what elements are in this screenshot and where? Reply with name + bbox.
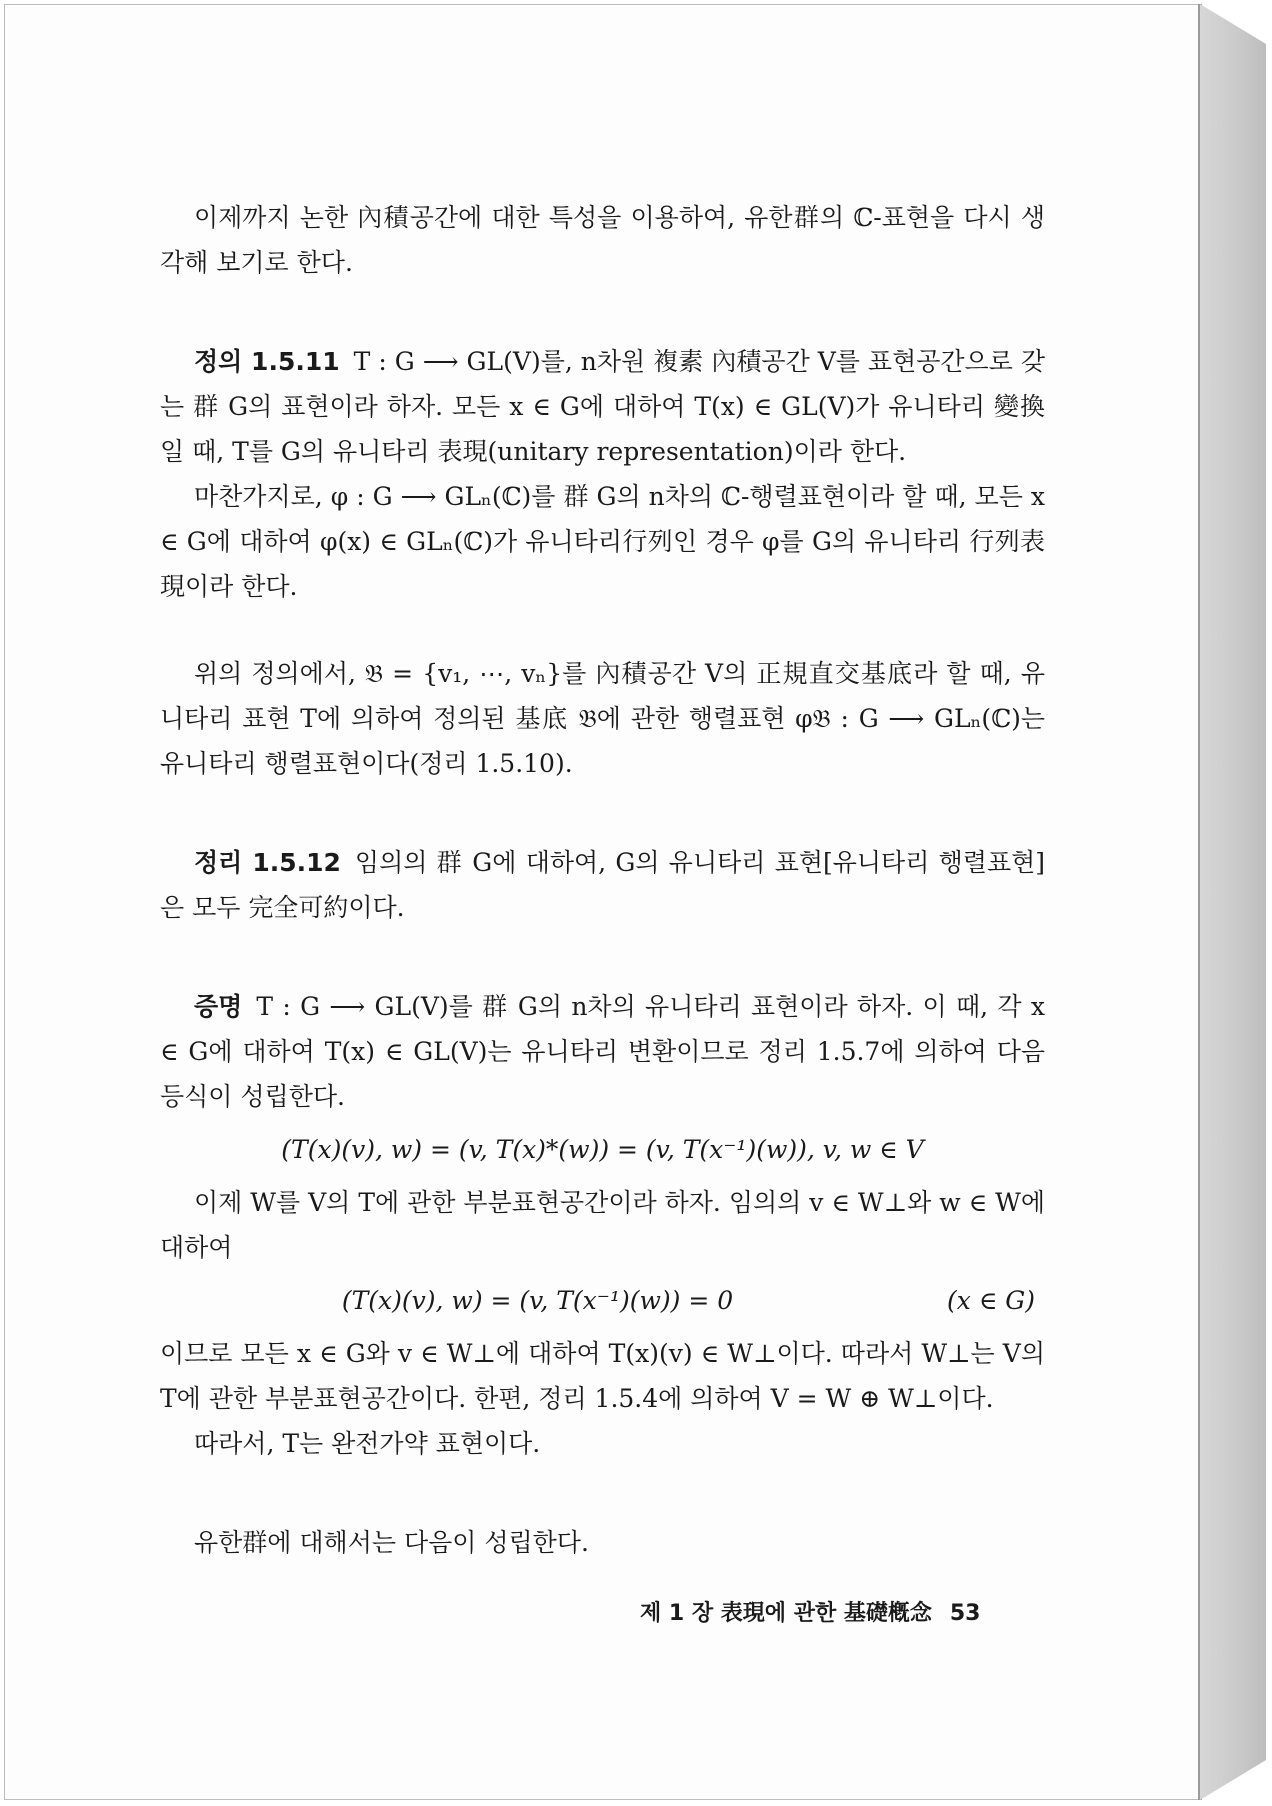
proof-subspace-paragraph: 이제 W를 V의 T에 관한 부분표현공간이라 하자. 임의의 v ∈ W⊥와 w ∈ W에 대하여 [160,1188,1045,1262]
proof-text: T : G ⟶ GL(V)를 群 G의 n차의 유니타리 표현이라 하자. 이 때, 각 x ∈ G에 대하여 T(x) ∈ GL(V)는 유니타리 변환이므로 정리 1.5.7에 의하여 다음 등식이 성립한다. [160,992,1045,1111]
proof-conclusion-paragraph: 이므로 모든 x ∈ G와 v ∈ W⊥에 대하여 T(x)(v) ∈ W⊥이다. 따라서 W⊥는 V의 T에 관한 부분표현공간이다. 한편, 정리 1.5.4에 의하여 V = W ⊕ W⊥이다. [160,1339,1045,1413]
proof-label: 증명 [194,992,243,1021]
equation-condition: (x ∈ G) [947,1286,1035,1315]
equation-orthogonal-invariance [160,1278,1045,1323]
definition-matrix-paragraph: 마찬가지로, φ : G ⟶ GLₙ(ℂ)를 群 G의 n차의 ℂ-행렬표현이라 할 때, 모든 x ∈ G에 대하여 φ(x) ∈ GLₙ(ℂ)가 유니타리行列인 경우 φ를 G의 유니타리 行列表現이라 한다. [160,482,1045,601]
proof-final-line: 따라서, T는 완전가약 표현이다. [194,1429,541,1458]
book-spine [1200,4,1266,1800]
chapter-title: 제 1 장 表現에 관한 基礎槪念 [640,1601,932,1626]
proof-block [160,984,1045,1119]
theorem-label: 정리 1.5.12 [194,848,341,877]
theorem-text: 임의의 群 G에 대하여, G의 유니타리 표현[유니타리 행렬표현]은 모두 完全可約이다. [160,848,1045,922]
page-content [160,195,1045,1565]
definition-block [160,339,1045,474]
definition-label: 정의 1.5.11 [194,347,340,376]
equation-inner-product-adjoint: (T(x)(v), w) = (v, T(x)*(w)) = (v, T(x⁻¹)(w)), v, w ∈ V [281,1135,924,1164]
running-footer [640,1596,981,1627]
equation-orthogonal-formula: (T(x)(v), w) = (v, T(x⁻¹)(w)) = 0 [341,1286,734,1315]
definition-text: T : G ⟶ GL(V)를, n차원 複素 內積공간 V를 표현공간으로 갖는 群 G의 표현이라 하자. 모든 x ∈ G에 대하여 T(x) ∈ GL(V)가 유니타리 變換일 때, T를 G의 유니타리 表現(unitary representation)이라 한다. [160,347,1045,466]
intro-paragraph: 이제까지 논한 內積공간에 대한 특성을 이용하여, 유한群의 ℂ-표현을 다시 생각해 보기로 한다. [160,203,1045,277]
page-number: 53 [949,1601,981,1626]
closing-paragraph: 유한群에 대해서는 다음이 성립한다. [194,1528,589,1557]
theorem-block [160,840,1045,930]
remark-paragraph: 위의 정의에서, 𝔅 = {v₁, ⋯, vₙ}를 內積공간 V의 正規直交基底라 할 때, 유니타리 표현 T에 의하여 정의된 基底 𝔅에 관한 행렬표현 φ𝔅 : G ⟶ GLₙ(ℂ)는 유니타리 행렬표현이다(정리 1.5.10). [160,659,1045,778]
